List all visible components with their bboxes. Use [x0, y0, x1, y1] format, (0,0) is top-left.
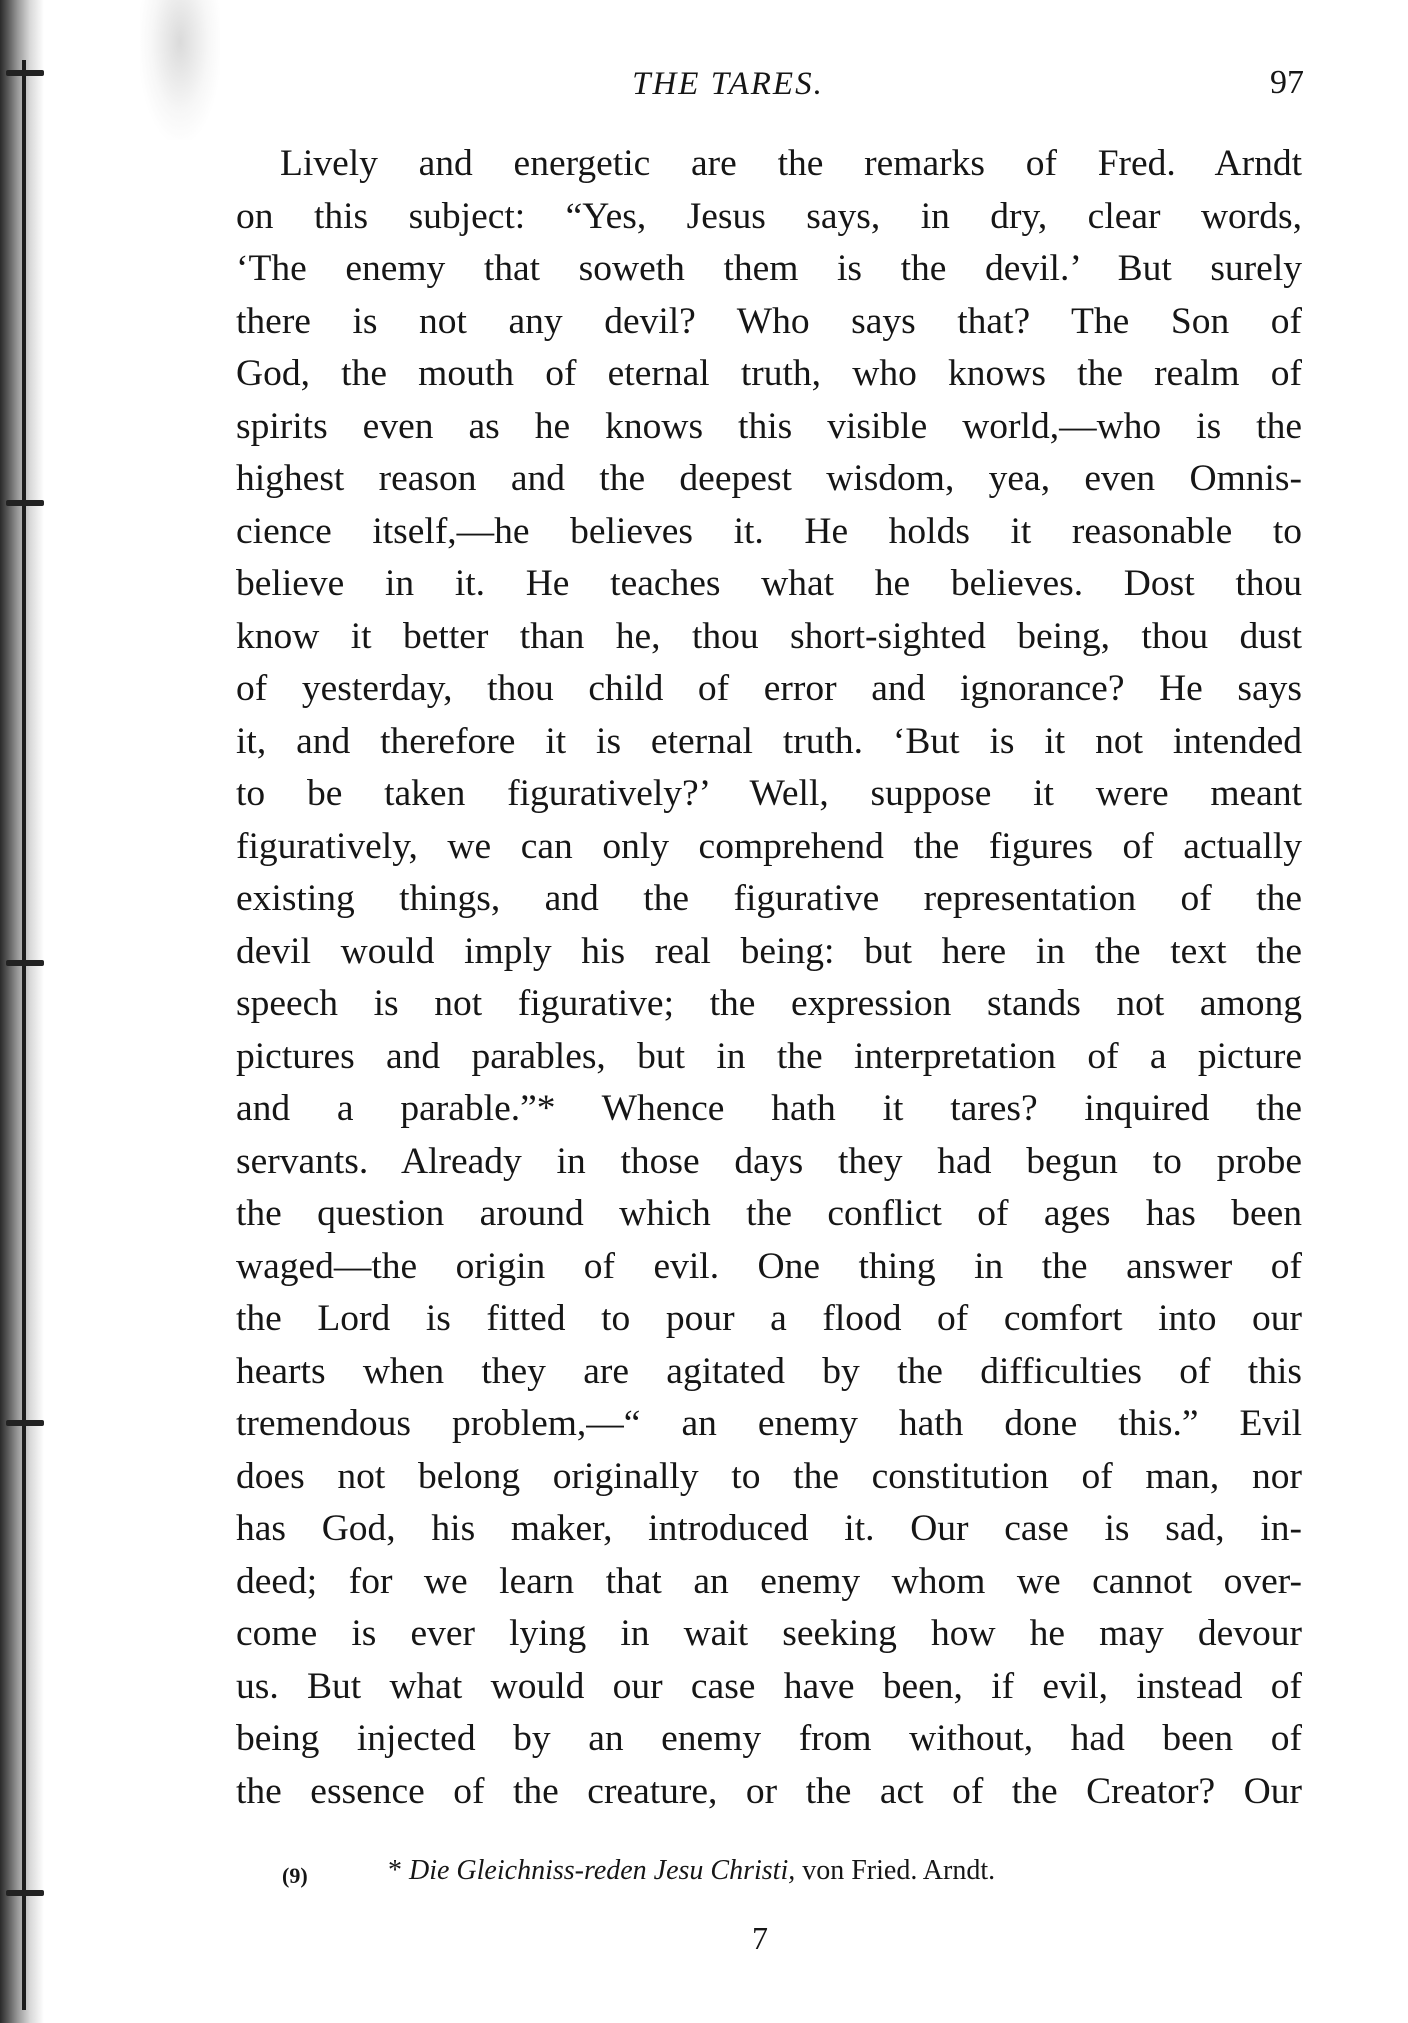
- footnote-title: Die Gleichniss-reden Jesu Christi,: [409, 1855, 796, 1886]
- text-line: the question around which the conflict of ages has been: [236, 1193, 1302, 1234]
- text-line: speech is not figurative; the expression stands not among: [236, 983, 1302, 1024]
- signature-mark: (9): [282, 1863, 308, 1888]
- text-line: hearts when they are agitated by the difficulties of this: [236, 1350, 1302, 1392]
- footnote: [0, 1855, 1408, 1905]
- book-binding-edge: [0, 0, 44, 2023]
- text-line: spirits even as he knows this visible world,—who is the: [236, 405, 1302, 447]
- footnote-source: von Fried. Arndt.: [795, 1855, 996, 1886]
- text-line: ‘The enemy that soweth them is the devil.’ But surely: [236, 248, 1302, 289]
- running-title: THE TARES.: [632, 66, 824, 102]
- text-line: of yesterday, thou child of error and ignorance? He says: [236, 668, 1302, 709]
- text-line: waged—the origin of evil. One thing in the answer of: [236, 1245, 1302, 1287]
- text-line: devil would imply his real being: but here in the text the: [236, 930, 1302, 972]
- text-line: and a parable.”* Whence hath it tares? inquired the: [236, 1088, 1302, 1129]
- binding-stitch: [6, 960, 44, 966]
- text-line: there is not any devil? Who says that? The Son of: [236, 300, 1302, 342]
- text-line: on this subject: “Yes, Jesus says, in dry, clear words,: [236, 195, 1302, 237]
- text-line: the Lord is fitted to pour a flood of comfort into our: [236, 1298, 1302, 1339]
- page-number: 97: [1270, 64, 1304, 101]
- body-text: [236, 138, 1302, 1818]
- binding-stitch: [6, 1420, 44, 1426]
- text-line: come is ever lying in wait seeking how he may devour: [236, 1613, 1302, 1654]
- text-line: deed; for we learn that an enemy whom we cannot over-: [236, 1560, 1302, 1602]
- text-line: God, the mouth of eternal truth, who knows the realm of: [236, 353, 1302, 394]
- text-line: pictures and parables, but in the interpretation of a picture: [236, 1035, 1302, 1077]
- text-line: existing things, and the figurative representation of the: [236, 878, 1302, 919]
- text-line: to be taken figuratively?’ Well, suppose it were meant: [236, 773, 1302, 814]
- text-line: it, and therefore it is eternal truth. ‘But is it not intended: [236, 720, 1302, 762]
- text-line: figuratively, we can only comprehend the figures of actually: [236, 825, 1302, 867]
- text-line: being injected by an enemy from without, had been of: [236, 1718, 1302, 1759]
- page-header: [0, 66, 1408, 116]
- text-line: believe in it. He teaches what he believes. Dost thou: [236, 563, 1302, 604]
- sheet-number: 7: [752, 1920, 768, 1956]
- text-line: has God, his maker, introduced it. Our case is sad, in-: [236, 1508, 1302, 1549]
- text-line: cience itself,—he believes it. He holds it reasonable to: [236, 510, 1302, 552]
- binding-stitch: [6, 500, 44, 506]
- text-line: us. But what would our case have been, if evil, instead of: [236, 1665, 1302, 1707]
- text-line: highest reason and the deepest wisdom, yea, even Omnis-: [236, 458, 1302, 499]
- footnote-marker: *: [388, 1855, 409, 1886]
- text-line: servants. Already in those days they had begun to probe: [236, 1140, 1302, 1182]
- footnote-text: [388, 1855, 995, 1887]
- binding-spine-line: [22, 60, 26, 2010]
- text-line: tremendous problem,—“ an enemy hath done this.” Evil: [236, 1403, 1302, 1444]
- text-line: does not belong originally to the constitution of man, nor: [236, 1455, 1302, 1497]
- text-line: Lively and energetic are the remarks of Fred. Arndt: [280, 143, 1302, 184]
- text-line: know it better than he, thou short-sighted being, thou dust: [236, 615, 1302, 657]
- text-line: the essence of the creature, or the act of the Creator? Our: [236, 1770, 1302, 1812]
